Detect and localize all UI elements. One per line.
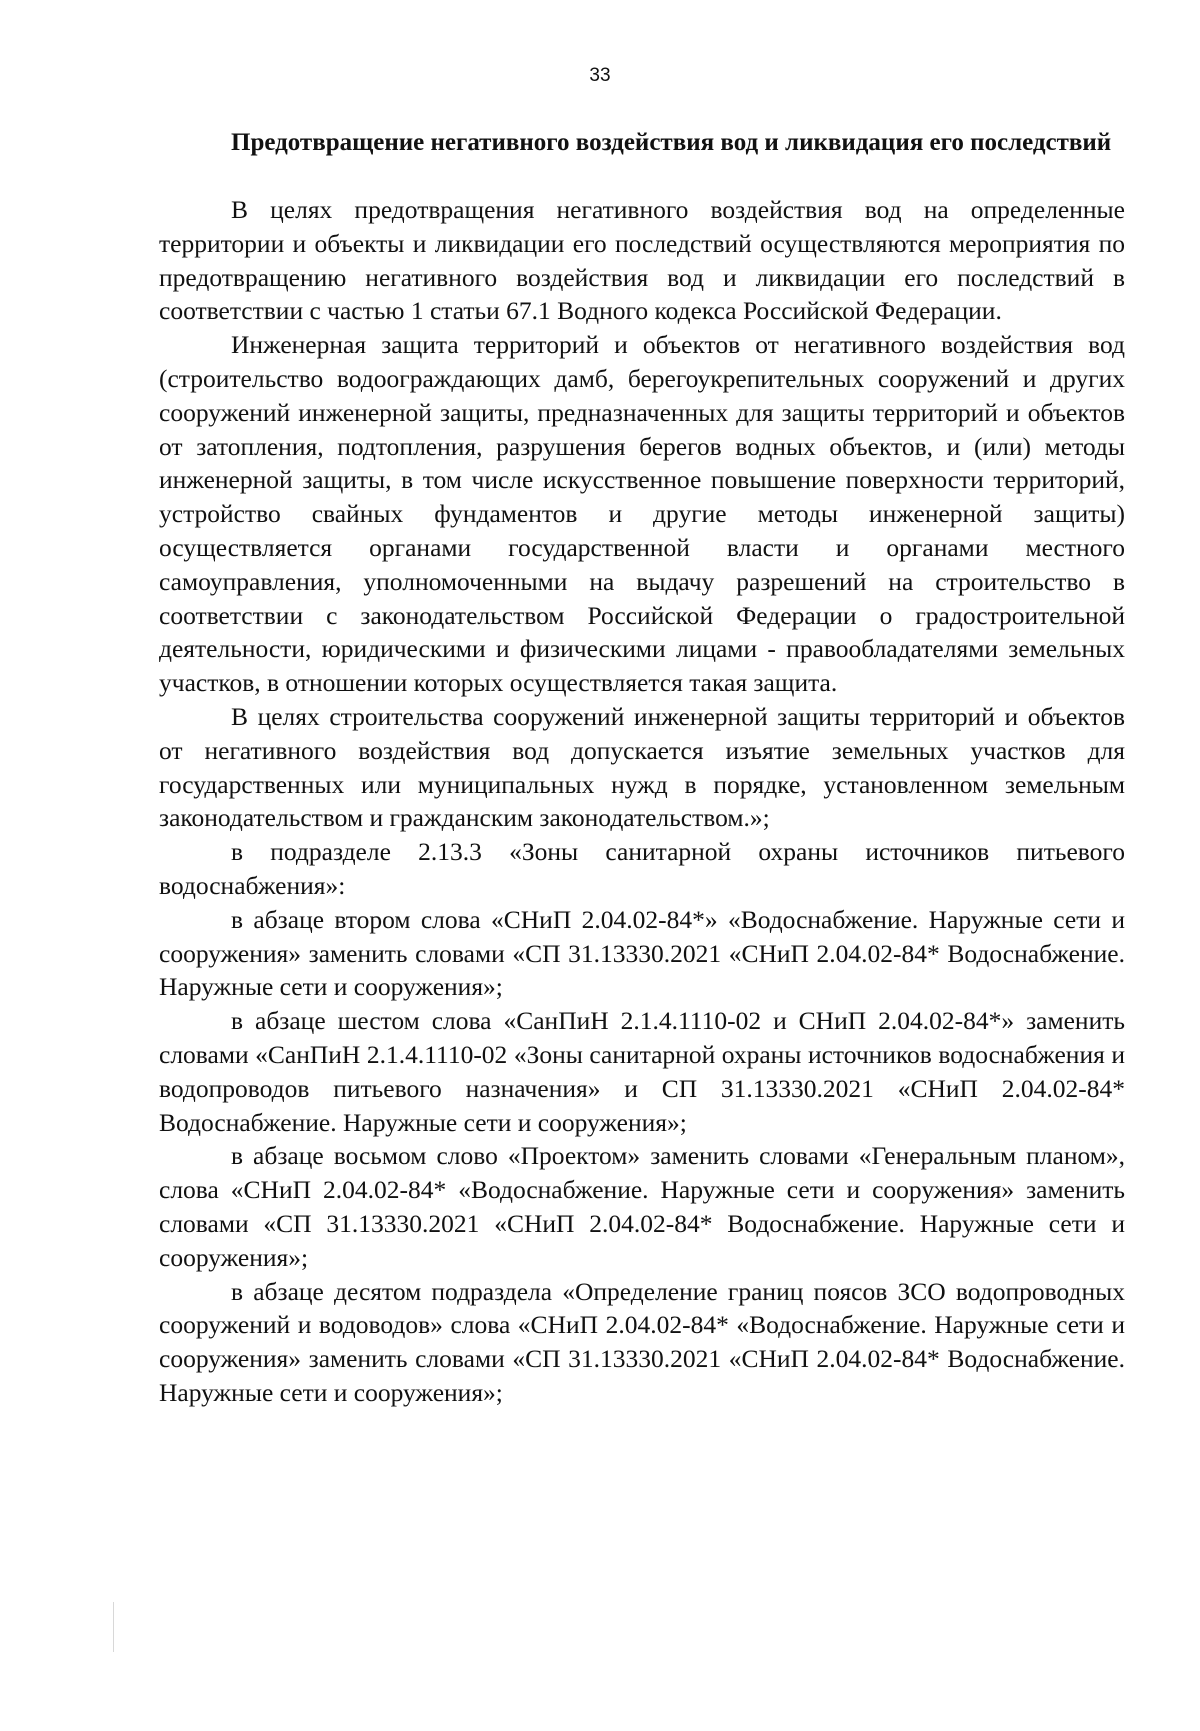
paragraph: в абзаце шестом слова «СанПиН 2.1.4.1110-02 и СНиП 2.04.02-84*» заменить словами «СанПиН 2.1.4.1110-02 «Зоны санитарной охраны источников водоснабжения и водопроводов питьевого назначения» и СП 31.13330.2021 «СНиП 2.04.02-84* Водоснабжение. Наружные сети и сооружения»;: [159, 1006, 1125, 1137]
page-number: 33: [589, 65, 611, 86]
paragraph: В целях строительства сооружений инженерной защиты территорий и объектов от негативного воздействия вод допускается изъятие земельных участков для государственных или муниципальных нужд в порядке, установленном земельным законодательством и гражданским законодательством.»;: [159, 701, 1125, 833]
paragraph: В целях предотвращения негативного воздействия вод на определенные территории и объекты и ликвидации его последствий осуществляются мероприятия по предотвращению негативного воздействия вод и ликвидации его последствий в соответствии с частью 1 статьи 67.1 Водного кодекса Российской Федерации.: [159, 195, 1125, 326]
page-content: [159, 126, 1125, 1410]
paragraph: в подразделе 2.13.3 «Зоны санитарной охраны источников питьевого водоснабжения»:: [159, 837, 1125, 900]
paragraph: в абзаце восьмом слово «Проектом» заменить словами «Генеральным планом», слова «СНиП 2.04.02-84* «Водоснабжение. Наружные сети и сооружения» заменить словами «СП 31.13330.2021 «СНиП 2.04.02-84* Водоснабжение. Наружные сети и сооружения»;: [159, 1141, 1125, 1272]
body-text: [159, 193, 1125, 1410]
scan-edge-mark: [113, 1602, 114, 1652]
section-heading: Предотвращение негативного воздействия вод и ликвидация его последствий: [231, 129, 1112, 156]
paragraph: в абзаце втором слова «СНиП 2.04.02-84*» «Водоснабжение. Наружные сети и сооружения» заменить словами «СП 31.13330.2021 «СНиП 2.04.02-84* Водоснабжение. Наружные сети и сооружения»;: [159, 904, 1125, 1002]
paragraph: Инженерная защита территорий и объектов от негативного воздействия вод (строительство водоограждающих дамб, берегоукрепительных сооружений и других сооружений инженерной защиты, предназначенных для защиты территорий и объектов от затопления, подтопления, разрушения берегов водных объектов, и (или) методы инженерной защиты, в том числе искусственное повышение поверхности территорий, устройство свайных фундаментов и другие методы инженерной защиты) осуществляется органами государственной власти и органами местного самоуправления, уполномоченными на выдачу разрешений на строительство в соответствии с законодательством Российской Федерации о градостроительной деятельности, юридическими и физическими лицами - правообладателями земельных участков, в отношении которых осуществляется такая защита.: [159, 330, 1125, 698]
paragraph: в абзаце десятом подраздела «Определение границ поясов ЗСО водопроводных сооружений и водоводов» слова «СНиП 2.04.02-84* «Водоснабжение. Наружные сети и сооружения» заменить словами «СП 31.13330.2021 «СНиП 2.04.02-84* Водоснабжение. Наружные сети и сооружения»;: [159, 1276, 1125, 1407]
